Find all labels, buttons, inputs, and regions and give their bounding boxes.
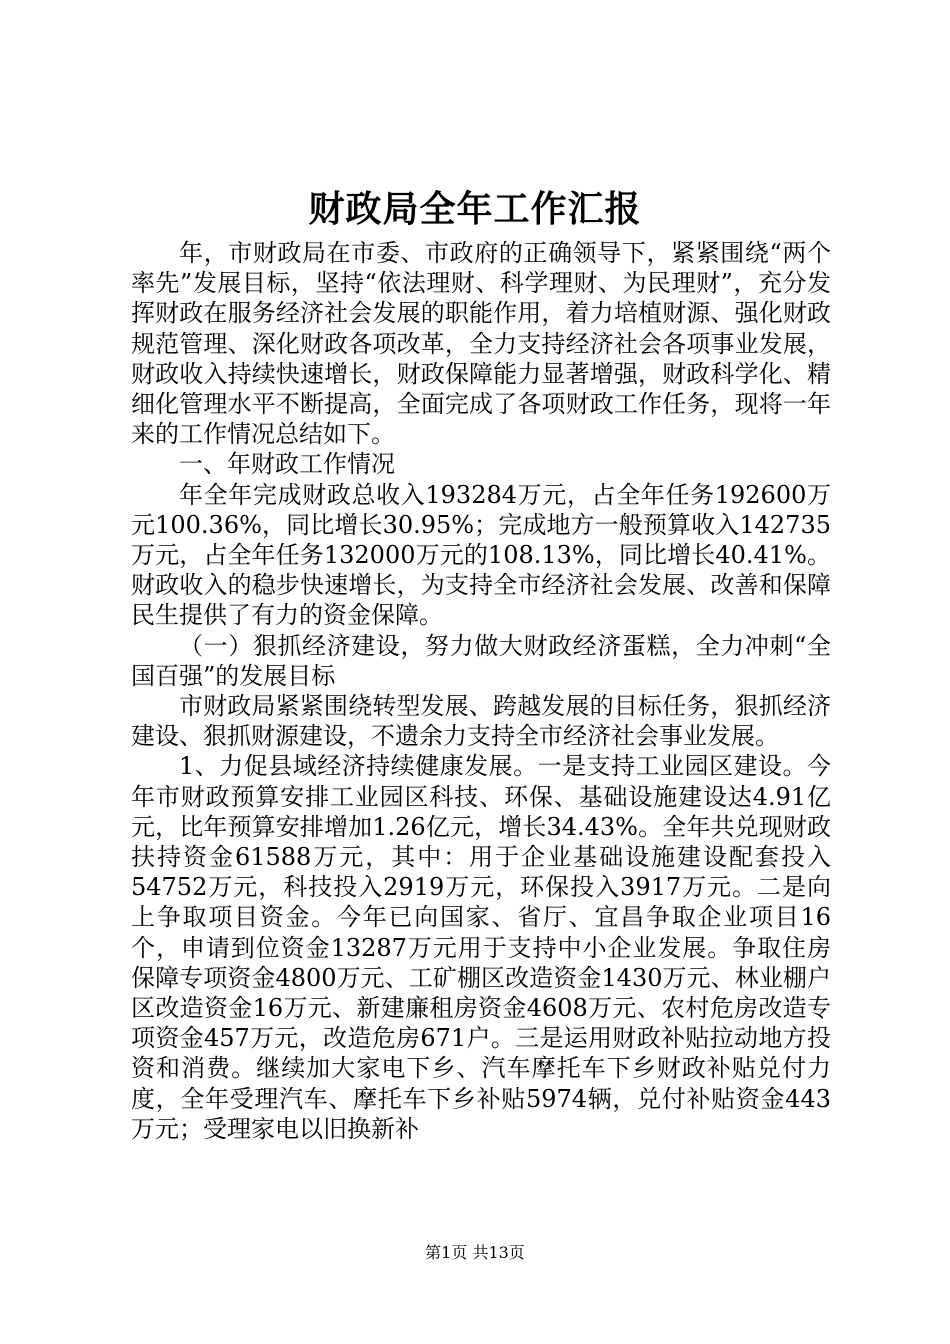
paragraph-intro: 年，市财政局在市委、市政府的正确领导下，紧紧围绕“两个率先”发展目标，坚持“依法理财、科学理财、为民理财”，充分发挥财政在服务经济社会发展的职能作用，着力培植财源、强化财政规范管理、深化财政各项改革，全力支持经济社会各项事业发展，财政收入持续快速增长，财政保障能力显著增强，财政科学化、精细化管理水平不断提高，全面完成了各项财政工作任务，现将一年来的工作情况总结如下。 [131,239,831,449]
subsection-heading-1: （一）狠抓经济建设，努力做大财政经济蛋糕，全力冲刺“全国百强”的发展目标 [131,631,831,690]
document-title: 财政局全年工作汇报 [308,188,642,230]
document-body [131,238,831,1144]
paragraph-economic-construction: 市财政局紧紧围绕转型发展、跨越发展的目标任务，狠抓经济建设、狠抓财源建设，不遗余力支持全市经济社会事业发展。 [131,692,831,751]
paragraph-county-economy: 1、力促县域经济持续健康发展。一是支持工业园区建设。今年市财政预算安排工业园区科技、环保、基础设施建设达4.91亿元，比年预算安排增加1.26亿元，增长34.43%。全年共兑现财政扶持资金61588万元，其中：用于企业基础设施建设配套投入54752万元，科技投入2919万元，环保投入3917万元。二是向上争取项目资金。今年已向国家、省厅、宜昌争取企业项目16个，申请到位资金13287万元用于支持中小企业发展。争取住房保障专项资金4800万元、工矿棚区改造资金1430万元、林业棚户区改造资金16万元、新建廉租房资金4608万元、农村危房改造专项资金457万元，改造危房671户。三是运用财政补贴拉动地方投资和消费。继续加大家电下乡、汽车摩托车下乡财政补贴兑付力度，全年受理汽车、摩托车下乡补贴5974辆，兑付补贴资金443万元；受理家电以旧换新补 [131,752,831,1143]
paragraph-revenue: 年全年完成财政总收入193284万元，占全年任务192600万元100.36%，同比增长30.95%；完成地方一般预算收入142735万元，占全年任务132000万元的108.13%，同比增长40.41%。财政收入的稳步快速增长，为支持全市经济社会发展、改善和保障民生提供了有力的资金保障。 [131,480,831,630]
page-footer: 第1页 共13页 [425,1243,525,1262]
section-heading-1: 一、年财政工作情况 [179,450,395,479]
